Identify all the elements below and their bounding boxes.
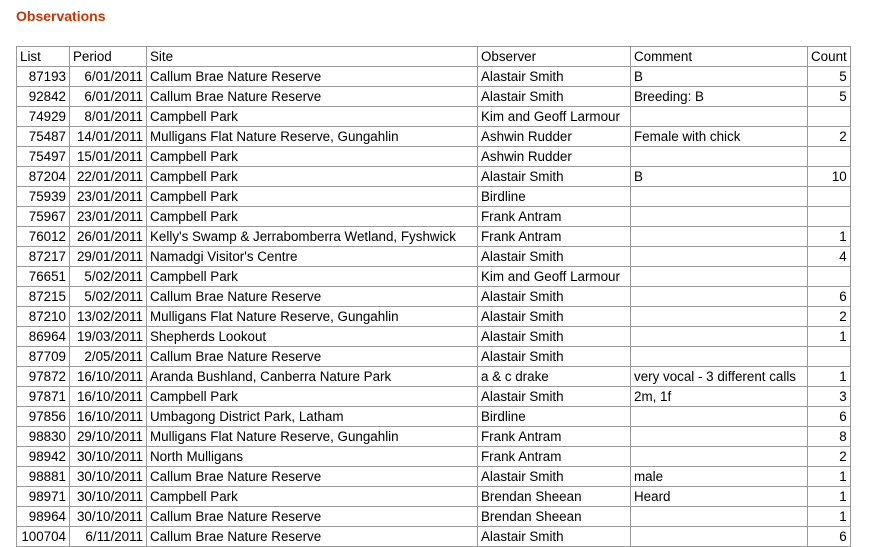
table-row [17,407,851,427]
cell-observer: Ashwin Rudder [478,127,631,147]
cell-count [808,207,851,227]
cell-observer: Ashwin Rudder [478,147,631,167]
table-row [17,167,851,187]
cell-observer: Frank Antram [478,207,631,227]
cell-list: 98942 [17,447,70,467]
cell-observer: Alastair Smith [478,67,631,87]
table-row [17,507,851,527]
cell-site: Campbell Park [147,207,478,227]
cell-period: 30/10/2011 [70,487,147,507]
cell-comment [631,287,808,307]
table-row [17,447,851,467]
cell-comment: B [631,67,808,87]
cell-period: 13/02/2011 [70,307,147,327]
cell-period: 2/05/2011 [70,347,147,367]
cell-period: 8/01/2011 [70,107,147,127]
column-header-list: List [17,47,70,67]
cell-list: 75939 [17,187,70,207]
cell-list: 98830 [17,427,70,447]
cell-comment [631,507,808,527]
cell-count: 4 [808,247,851,267]
cell-comment [631,247,808,267]
cell-count [808,267,851,287]
cell-comment: 2m, 1f [631,387,808,407]
cell-period: 16/10/2011 [70,387,147,407]
cell-count: 5 [808,87,851,107]
cell-comment [631,407,808,427]
cell-list: 98971 [17,487,70,507]
cell-comment [631,527,808,547]
cell-observer: Alastair Smith [478,467,631,487]
cell-comment [631,447,808,467]
cell-observer: Brendan Sheean [478,507,631,527]
cell-comment [631,107,808,127]
table-row [17,467,851,487]
cell-list: 87210 [17,307,70,327]
cell-observer: Birdline [478,187,631,207]
cell-count: 1 [808,487,851,507]
cell-list: 92842 [17,87,70,107]
cell-observer: Frank Antram [478,447,631,467]
cell-list: 87217 [17,247,70,267]
cell-site: Kelly's Swamp & Jerrabomberra Wetland, Fyshwick [147,227,478,247]
cell-comment [631,347,808,367]
table-row [17,67,851,87]
cell-count: 1 [808,507,851,527]
cell-site: Namadgi Visitor's Centre [147,247,478,267]
cell-comment [631,267,808,287]
cell-comment: very vocal - 3 different calls [631,367,808,387]
table-row [17,367,851,387]
cell-observer: Birdline [478,407,631,427]
table-row [17,147,851,167]
table-row [17,487,851,507]
table-body [17,67,851,547]
cell-comment: Female with chick [631,127,808,147]
cell-period: 5/02/2011 [70,267,147,287]
column-header-site: Site [147,47,478,67]
cell-observer: Alastair Smith [478,327,631,347]
observations-table [16,46,851,547]
table-row [17,207,851,227]
cell-site: Aranda Bushland, Canberra Nature Park [147,367,478,387]
cell-comment [631,207,808,227]
cell-observer: Alastair Smith [478,287,631,307]
cell-site: Mulligans Flat Nature Reserve, Gungahlin [147,127,478,147]
table-row [17,127,851,147]
cell-list: 87215 [17,287,70,307]
cell-count: 8 [808,427,851,447]
page-title: Observations [16,8,106,24]
cell-count: 5 [808,67,851,87]
cell-list: 87709 [17,347,70,367]
cell-period: 29/01/2011 [70,247,147,267]
table-row [17,87,851,107]
cell-site: Campbell Park [147,267,478,287]
cell-site: North Mulligans [147,447,478,467]
cell-period: 16/10/2011 [70,407,147,427]
cell-period: 30/10/2011 [70,447,147,467]
cell-observer: Frank Antram [478,427,631,447]
table-header-row [17,47,851,67]
cell-site: Callum Brae Nature Reserve [147,347,478,367]
cell-comment: B [631,167,808,187]
cell-site: Campbell Park [147,147,478,167]
cell-comment [631,227,808,247]
cell-list: 75487 [17,127,70,147]
cell-list: 87204 [17,167,70,187]
cell-list: 100704 [17,527,70,547]
cell-observer: Kim and Geoff Larmour [478,107,631,127]
cell-period: 23/01/2011 [70,187,147,207]
cell-period: 6/11/2011 [70,527,147,547]
cell-list: 75497 [17,147,70,167]
cell-comment [631,427,808,447]
cell-list: 87193 [17,67,70,87]
column-header-count: Count [808,47,851,67]
cell-comment: male [631,467,808,487]
cell-comment: Breeding: B [631,87,808,107]
cell-count: 6 [808,527,851,547]
column-header-observer: Observer [478,47,631,67]
cell-observer: Kim and Geoff Larmour [478,267,631,287]
cell-count: 2 [808,127,851,147]
cell-comment [631,187,808,207]
cell-count [808,347,851,367]
cell-count [808,107,851,127]
cell-site: Mulligans Flat Nature Reserve, Gungahlin [147,307,478,327]
cell-observer: a & c drake [478,367,631,387]
cell-list: 76012 [17,227,70,247]
column-header-period: Period [70,47,147,67]
cell-count: 1 [808,367,851,387]
cell-site: Campbell Park [147,487,478,507]
table-row [17,267,851,287]
cell-site: Callum Brae Nature Reserve [147,67,478,87]
cell-site: Mulligans Flat Nature Reserve, Gungahlin [147,427,478,447]
cell-period: 5/02/2011 [70,287,147,307]
table-row [17,327,851,347]
cell-list: 98964 [17,507,70,527]
cell-period: 15/01/2011 [70,147,147,167]
cell-count: 3 [808,387,851,407]
cell-count: 1 [808,227,851,247]
cell-site: Callum Brae Nature Reserve [147,467,478,487]
cell-period: 6/01/2011 [70,87,147,107]
cell-observer: Brendan Sheean [478,487,631,507]
table-row [17,227,851,247]
cell-period: 23/01/2011 [70,207,147,227]
cell-list: 97856 [17,407,70,427]
table-row [17,307,851,327]
cell-site: Campbell Park [147,167,478,187]
cell-period: 19/03/2011 [70,327,147,347]
cell-count [808,187,851,207]
cell-period: 30/10/2011 [70,507,147,527]
cell-site: Campbell Park [147,107,478,127]
cell-list: 76651 [17,267,70,287]
cell-list: 98881 [17,467,70,487]
cell-count: 1 [808,327,851,347]
cell-comment [631,327,808,347]
cell-observer: Alastair Smith [478,87,631,107]
cell-count: 6 [808,287,851,307]
table-row [17,187,851,207]
cell-period: 6/01/2011 [70,67,147,87]
cell-observer: Alastair Smith [478,307,631,327]
cell-list: 97871 [17,387,70,407]
cell-site: Callum Brae Nature Reserve [147,507,478,527]
cell-site: Campbell Park [147,187,478,207]
cell-list: 86964 [17,327,70,347]
cell-site: Callum Brae Nature Reserve [147,527,478,547]
cell-period: 16/10/2011 [70,367,147,387]
cell-observer: Alastair Smith [478,527,631,547]
cell-period: 26/01/2011 [70,227,147,247]
table-row [17,427,851,447]
table-row [17,527,851,547]
cell-observer: Alastair Smith [478,387,631,407]
cell-count: 2 [808,307,851,327]
cell-site: Campbell Park [147,387,478,407]
cell-observer: Alastair Smith [478,247,631,267]
cell-comment: Heard [631,487,808,507]
cell-observer: Frank Antram [478,227,631,247]
cell-period: 29/10/2011 [70,427,147,447]
cell-count [808,147,851,167]
cell-site: Callum Brae Nature Reserve [147,87,478,107]
cell-count: 2 [808,447,851,467]
cell-comment [631,147,808,167]
cell-site: Shepherds Lookout [147,327,478,347]
table-row [17,287,851,307]
cell-period: 22/01/2011 [70,167,147,187]
cell-list: 97872 [17,367,70,387]
table-row [17,247,851,267]
cell-period: 14/01/2011 [70,127,147,147]
cell-list: 75967 [17,207,70,227]
cell-period: 30/10/2011 [70,467,147,487]
cell-observer: Alastair Smith [478,347,631,367]
cell-count: 1 [808,467,851,487]
cell-site: Callum Brae Nature Reserve [147,287,478,307]
cell-count: 10 [808,167,851,187]
table-row [17,387,851,407]
cell-list: 74929 [17,107,70,127]
table-row [17,107,851,127]
table-row [17,347,851,367]
cell-comment [631,307,808,327]
cell-observer: Alastair Smith [478,167,631,187]
column-header-comment: Comment [631,47,808,67]
cell-site: Umbagong District Park, Latham [147,407,478,427]
cell-count: 6 [808,407,851,427]
